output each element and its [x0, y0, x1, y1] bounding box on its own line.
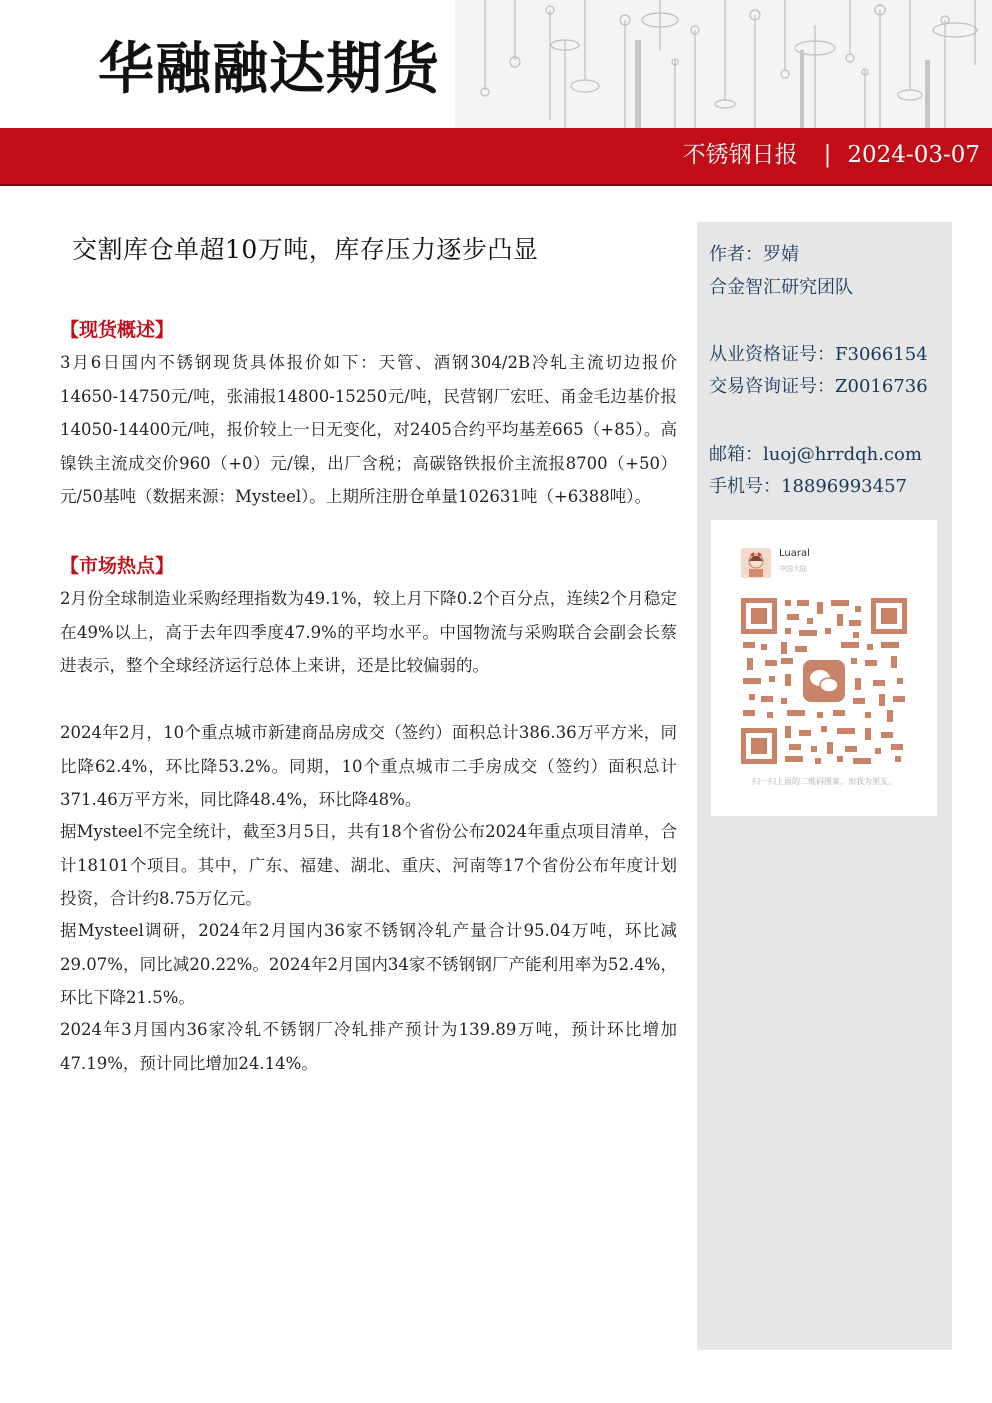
- qr-profile-name: Luaral: [779, 548, 810, 559]
- section-heading-spot: 【现货概述】: [60, 319, 175, 341]
- spot-paragraph: 3月6日国内不锈钢现货具体报价如下：天管、酒钢304/2B冷轧主流切边报价14650-14750元/吨，张浦报14800-15250元/吨，民营钢厂宏旺、甬金毛边基价报14050-14400元/吨，报价较上一日无变化，对2405合约平均基差665（+85）。高镍铁主流成交价960（+0）元/镍，出厂含税；高碳铬铁报价主流报8700（+50）元/50基吨（数据来源：Mysteel）。上期所注册仓单量102631吨（+6388吨）。: [60, 353, 677, 506]
- market-paragraph-4: 据Mysteel调研，2024年2月国内36家不锈钢冷轧产量合计95.04万吨，环比减29.07%，同比减20.22%。2024年2月国内34家不锈钢钢厂产能利用率为52.4%，环比下降21.5%。: [60, 921, 677, 1007]
- wechat-qr-card: [711, 520, 937, 816]
- qualification-number: 从业资格证号：F3066154: [709, 344, 928, 365]
- report-header: [0, 0, 992, 128]
- qr-code: [741, 598, 907, 764]
- section-heading-market: 【市场热点】: [60, 555, 175, 577]
- consulting-number: 交易咨询证号：Z0016736: [709, 376, 928, 397]
- market-paragraph-3: 据Mysteel不完全统计，截至3月5日，共有18个省份公布2024年重点项目清单，合计18101个项目。其中，广东、福建、湖北、重庆、河南等17个省份公布年度计划投资，合计约8.75万亿元。: [60, 822, 677, 908]
- market-paragraph-1: 2月份全球制造业采购经理指数为49.1%，较上月下降0.2个百分点，连续2个月稳定在49%以上，高于去年四季度47.9%的平均水平。中国物流与采购联合会副会长蔡进表示，整个全球经济运行总体上来讲，还是比较偏弱的。: [60, 589, 677, 675]
- team-name: 合金智汇研究团队: [709, 277, 853, 298]
- company-logo-text: 华融融达期货: [98, 37, 440, 102]
- banner-text: [683, 128, 980, 184]
- avatar: [741, 548, 771, 578]
- phone: 手机号：18896993457: [709, 476, 907, 497]
- email: 邮箱：luoj@hrrdqh.com: [709, 444, 922, 465]
- qr-hint: 扫一扫上面的二维码图案，加我为朋友。: [752, 777, 896, 786]
- market-paragraph-2: 2024年2月，10个重点城市新建商品房成交（签约）面积总计386.36万平方米，同比降62.4%，环比降53.2%。同期，10个重点城市二手房成交（签约）面积总计371.46万平方米，同比降48.4%，环比降48%。: [60, 723, 677, 809]
- decorative-pattern: [455, 0, 992, 128]
- article-title: 交割库仓单超10万吨，库存压力逐步凸显: [72, 235, 539, 264]
- author-name: 作者：罗婧: [709, 244, 799, 265]
- market-paragraph-5: 2024年3月国内36家冷轧不锈钢厂冷轧排产预计为139.89万吨，预计环比增加47.19%，预计同比增加24.14%。: [60, 1020, 677, 1073]
- qr-profile-region: 中国大陆: [779, 565, 807, 573]
- avatar-image: [741, 548, 771, 578]
- report-type: 不锈钢日报: [682, 142, 798, 168]
- report-banner: [0, 128, 992, 186]
- report-date: 2024-03-07: [847, 142, 980, 168]
- banner-separator: |: [823, 142, 832, 168]
- author-sidebar: [697, 222, 952, 1350]
